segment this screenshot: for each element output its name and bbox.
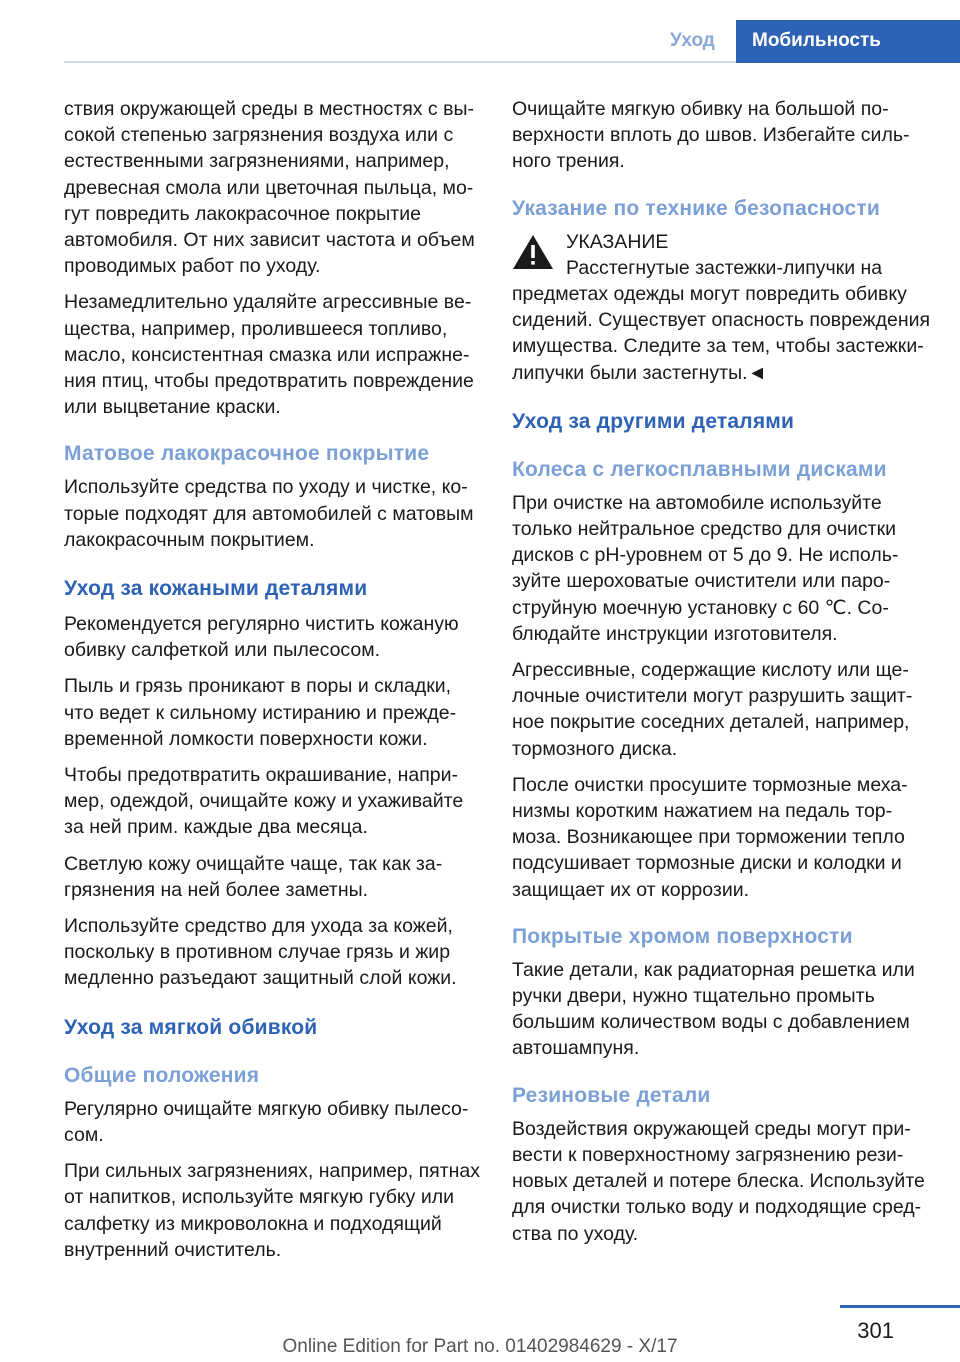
warning-triangle-icon <box>512 234 554 270</box>
header-chapter-tab: Мобильность <box>736 20 960 63</box>
footer-rule <box>840 1305 960 1308</box>
paragraph: Используйте средства по уходу и чистке, которые подходят для автомобилей с матовым лакокрасочным покрытием. <box>64 476 474 551</box>
paragraph: Незамедлительно удаляйте агрессивные вещества, например, пролившееся топливо, масло, консистентная смазка или испражнения птиц, чтобы предотвратить повреждение или выцветание краски. <box>64 291 474 419</box>
paragraph: Пыль и грязь проникают в поры и складки, что ведет к сильному истиранию и преждевременной ломкости поверхности кожи. <box>64 675 457 750</box>
page-number: 301 <box>857 1318 894 1343</box>
paragraph: Чтобы предотвратить окрашивание, например, одеждой, очищайте кожу и ухаживайте за ней прим. каждые два месяца. <box>64 764 464 839</box>
edition-footer: Online Edition for Part no. 01402984629 - X/17 <box>282 1336 678 1357</box>
heading-other-parts: Уход за другими деталями <box>512 409 795 433</box>
heading-upholstery-care: Уход за мягкой обивкой <box>64 1015 318 1039</box>
paragraph: Очищайте мягкую обивку на большой поверхности вплоть до швов. Избегайте сильного трения. <box>512 98 910 173</box>
paragraph: Такие детали, как радиаторная решетка или ручки двери, нужно тщательно промыть большим количеством воды с добавлением автошампуня. <box>512 958 915 1060</box>
warning-text: Расстегнутые застежки-липучки на предметах одежды могут повредить обивку сидений. Существует опасность повреждения имущества. Следите за тем, чтобы застежки-липучки были застегнуты.◄ <box>512 256 931 384</box>
paragraph: При очистке на автомобиле используйте только нейтральное средство для очистки дисков с pH-уровнем от 5 до 9. Не используйте шероховатые очистители или пароструйную моечную установку с 60 ℃. Соблюдайте инструкции изготовителя. <box>512 491 899 645</box>
subheading-chrome-surfaces: Покрытые хромом поверхности <box>512 924 853 948</box>
right-column <box>512 96 932 1257</box>
subheading-general: Общие положения <box>64 1063 260 1087</box>
paragraph: Воздействия окружающей среды могут привести к поверхностному загрязнению резиновых деталей и потере блеска. Используйте для очистки только воду и подходящие средства по уходу. <box>512 1117 925 1245</box>
paragraph: ствия окружающей среды в местностях с высокой степенью загрязнения воздуха или с естественными загрязнениями, например, древесная смола или цветочная пыльца, могут повредить лакокрасочное покрытие автомобиля. От них зависит частота и объем проводимых работ по уходу. <box>64 98 475 278</box>
paragraph: Светлую кожу очищайте чаще, так как загрязнения на ней более заметны. <box>64 852 443 901</box>
paragraph: Регулярно очищайте мягкую обивку пылесосом. <box>64 1097 469 1146</box>
warning-block <box>512 229 932 386</box>
heading-leather-care: Уход за кожаными деталями <box>64 577 368 601</box>
left-column <box>64 96 482 1273</box>
paragraph: Используйте средство для ухода за кожей, поскольку в противном случае грязь и жир медленно разъедают защитный слой кожи. <box>64 915 457 990</box>
warning-title: УКАЗАНИЕ <box>566 230 669 253</box>
paragraph: При сильных загрязнениях, например, пятнах от напитков, используйте мягкую губку или салфетку из микроволокна и подходящий внутренний очиститель. <box>64 1160 481 1261</box>
subheading-alloy-wheels: Колеса с легкосплавными дисками <box>512 457 887 481</box>
header-section-label: Уход <box>670 30 715 51</box>
paragraph: После очистки просушите тормозные механизмы коротким нажатием на педаль тормоза. Возникающее при торможении тепло подсушивает тормозные диски и колодки и защищает их от коррозии. <box>512 773 908 901</box>
paragraph: Агрессивные, содержащие кислоту или щелочные очистители могут разрушить защитное покрытие соседних деталей, например, тормозного диска. <box>512 659 913 760</box>
paragraph: Рекомендуется регулярно чистить кожаную обивку салфеткой или пылесосом. <box>64 613 459 662</box>
subheading-matte-paint: Матовое лакокрасочное покрытие <box>64 442 430 466</box>
subheading-rubber-parts: Резиновые детали <box>512 1083 711 1107</box>
subheading-safety-note: Указание по технике безопасности <box>512 196 880 220</box>
